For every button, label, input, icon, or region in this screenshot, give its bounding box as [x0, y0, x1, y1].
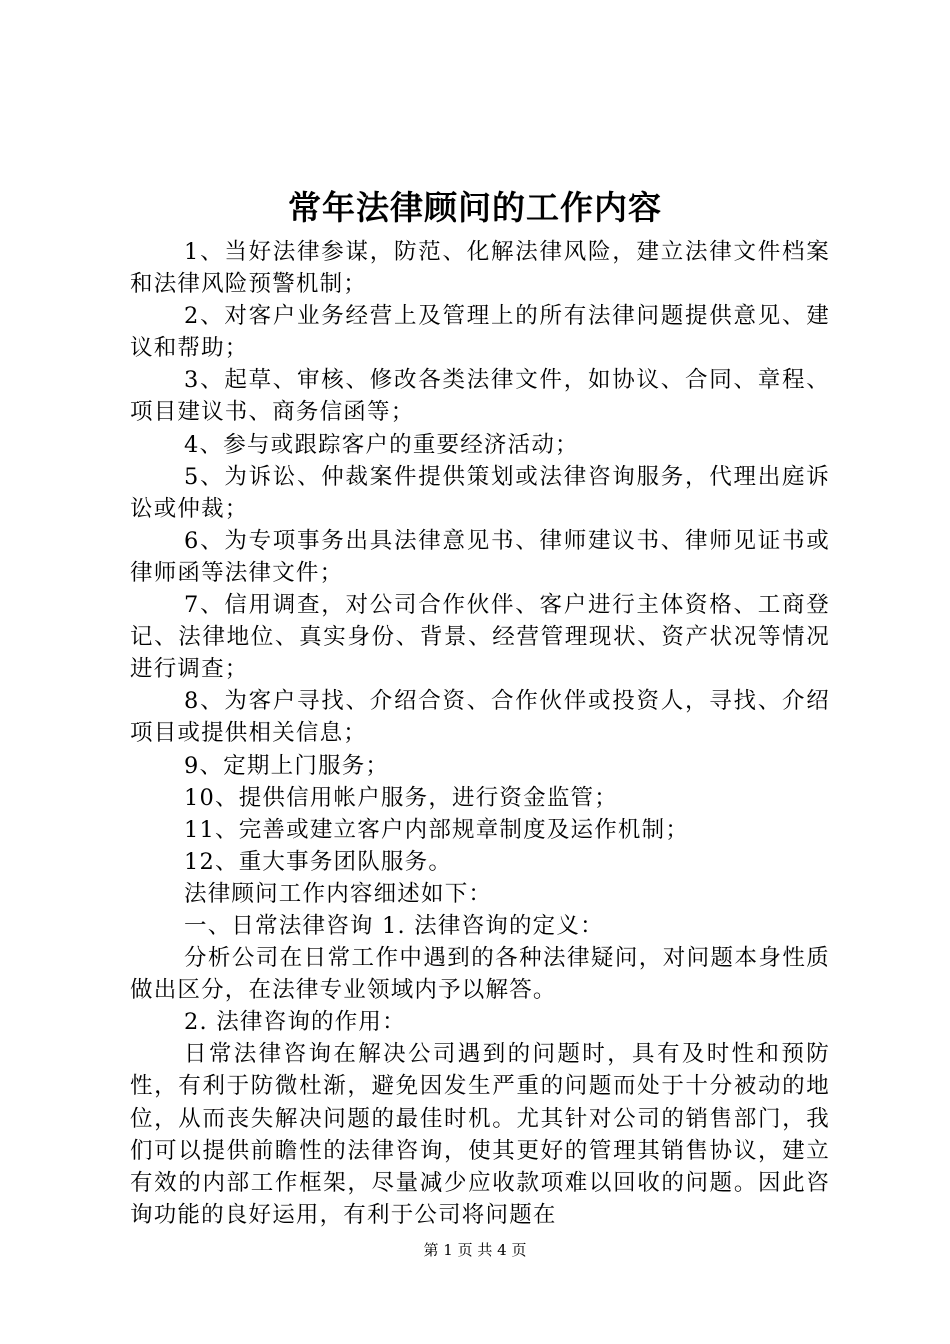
- paragraph: 8、为客户寻找、介绍合资、合作伙伴或投资人，寻找、介绍项目或提供相关信息；: [130, 688, 830, 747]
- paragraph: 7、信用调查，对公司合作伙伴、客户进行主体资格、工商登记、法律地位、真实身份、背景、经营管理现状、资产状况等情况进行调查；: [130, 592, 830, 683]
- paragraph: 3、起草、审核、修改各类法律文件，如协议、合同、章程、项目建议书、商务信函等；: [130, 367, 830, 426]
- paragraph: 5、为诉讼、仲裁案件提供策划或法律咨询服务，代理出庭诉讼或仲裁；: [130, 463, 830, 522]
- paragraph: 9、定期上门服务；: [184, 752, 390, 779]
- paragraph: 2、对客户业务经营上及管理上的所有法律问题提供意见、建议和帮助；: [130, 303, 830, 362]
- page-number-footer: 第 1 页 共 4 页: [423, 1241, 527, 1259]
- paragraph: 4、参与或跟踪客户的重要经济活动；: [184, 431, 579, 458]
- paragraph: 1、当好法律参谋，防范、化解法律风险，建立法律文件档案和法律风险预警机制；: [130, 239, 830, 298]
- paragraph: 12、重大事务团队服务。: [184, 848, 453, 875]
- paragraph: 10、提供信用帐户服务，进行资金监管；: [184, 784, 618, 811]
- paragraph: 2. 法律咨询的作用：: [184, 1009, 406, 1036]
- paragraph: 法律顾问工作内容细述如下：: [184, 880, 493, 907]
- paragraph: 6、为专项事务出具法律意见书、律师建议书、律师见证书或律师函等法律文件；: [130, 527, 830, 586]
- paragraph: 11、完善或建立客户内部规章制度及运作机制；: [184, 816, 690, 843]
- document-title: 常年法律顾问的工作内容: [288, 188, 662, 227]
- document-body: [130, 236, 830, 1231]
- paragraph: 分析公司在日常工作中遇到的各种法律疑问，对问题本身性质做出区分，在法律专业领域内予以解答。: [130, 945, 830, 1004]
- paragraph: 一、日常法律咨询 1. 法律咨询的定义：: [184, 912, 604, 939]
- paragraph: 日常法律咨询在解决公司遇到的问题时，具有及时性和预防性，有利于防微杜渐，避免因发生严重的问题而处于十分被动的地位，从而丧失解决问题的最佳时机。尤其针对公司的销售部门，我们可以提供前瞻性的法律咨询，使其更好的管理其销售协议，建立有效的内部工作框架，尽量减少应收款项难以回收的问题。因此咨询功能的良好运用，有利于公司将问题在: [130, 1041, 830, 1228]
